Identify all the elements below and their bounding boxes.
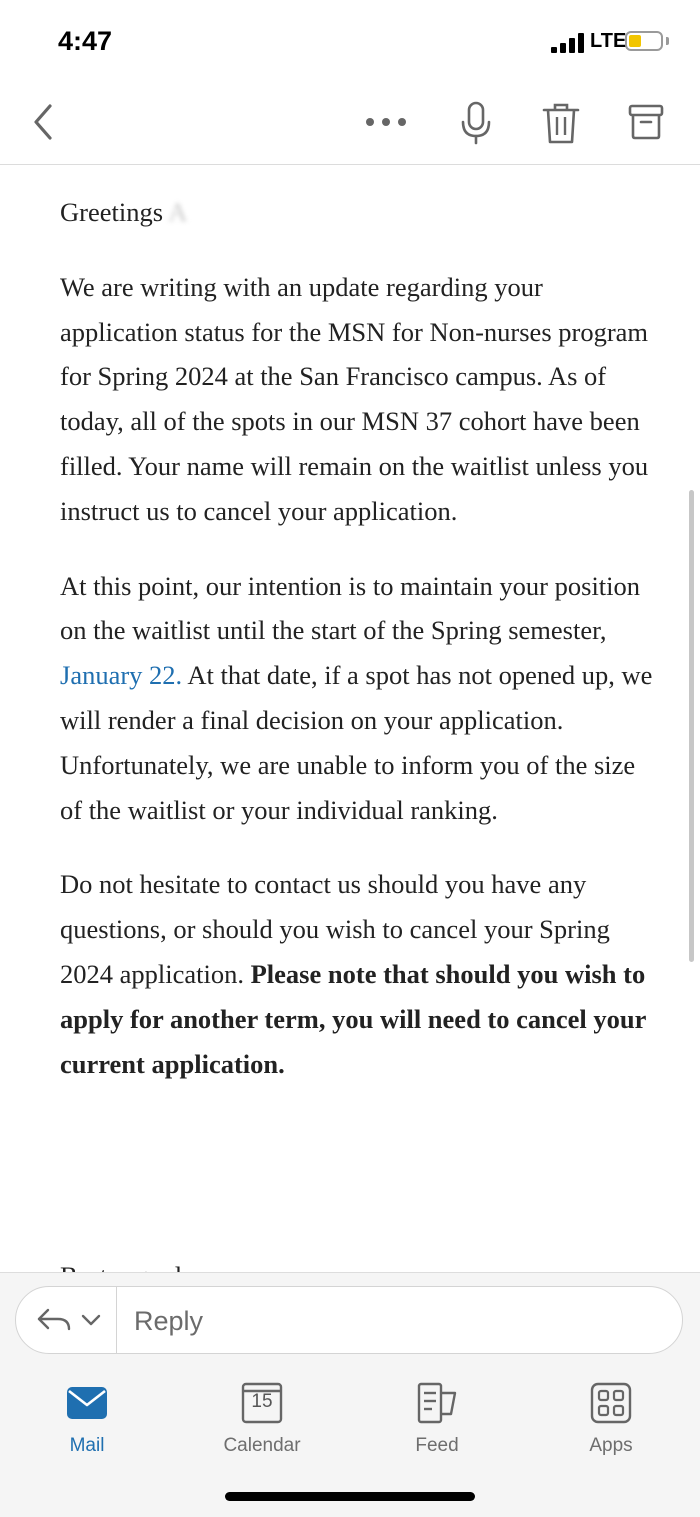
email-toolbar	[0, 80, 700, 165]
paragraph-3-bold: Please note that should you wish to apply for another term, you will need to cancel your current application.	[60, 958, 646, 1079]
tab-label: Apps	[589, 1435, 633, 1456]
tab-apps[interactable]	[541, 1373, 681, 1463]
chevron-down-icon[interactable]	[80, 1311, 102, 1329]
paragraph-2	[60, 564, 660, 833]
paragraph-1: We are writing with an update regarding your application status for the MSN for Non-nurses program for Spring 2024 at the San Francisco campus. As of today, all of the spots in our MSN 37 cohort have been filled. Your name will remain on the waitlist unless you instruct us to cancel your application.	[60, 271, 649, 526]
greeting-name: A	[168, 197, 188, 227]
tab-label: Feed	[415, 1435, 459, 1456]
scrollbar[interactable]	[689, 490, 694, 962]
reply-actions[interactable]	[16, 1287, 117, 1353]
reply-input[interactable]: Reply	[134, 1306, 204, 1336]
battery-tip	[666, 37, 669, 45]
trash-icon[interactable]	[540, 100, 582, 146]
home-indicator[interactable]	[225, 1492, 475, 1501]
battery-icon	[625, 31, 663, 51]
apps-icon	[589, 1381, 633, 1425]
feed-icon	[415, 1381, 459, 1425]
reply-bar[interactable]	[15, 1286, 683, 1354]
tab-calendar[interactable]	[192, 1373, 332, 1463]
microphone-icon[interactable]	[456, 100, 496, 146]
paragraph-2-end: At that date, if a spot has not opened up, we will render a final decision on your application. Unfortunately, we are unable to inform you of the size of the waitlist or your individual ranking.	[60, 660, 653, 825]
calendar-day: 15	[251, 1391, 273, 1412]
more-icon[interactable]	[364, 112, 408, 132]
paragraph-3-start: Do not hesitate to contact us should you have any questions, or should you wish to cancel your Spring 2024 application.	[60, 869, 610, 989]
email-body	[60, 190, 660, 1116]
tab-label: Mail	[69, 1435, 105, 1456]
status-bar	[0, 0, 700, 80]
date-link[interactable]: January 22.	[60, 660, 183, 691]
status-time: 4:47	[58, 26, 113, 56]
signal-icon	[551, 33, 587, 53]
reply-icon[interactable]	[36, 1307, 72, 1333]
archive-icon[interactable]	[626, 102, 666, 142]
paragraph-2-start: At this point, our intention is to maintain your position on the waitlist until the start of the Spring semester,	[60, 570, 641, 646]
tab-feed[interactable]	[367, 1373, 507, 1463]
signoff	[60, 1254, 198, 1274]
back-icon[interactable]	[24, 102, 64, 142]
calendar-icon	[240, 1381, 284, 1425]
network-type: LTE	[590, 30, 627, 52]
greeting	[60, 190, 660, 235]
paragraph-3	[60, 862, 660, 1086]
greeting-text: Greetings	[60, 197, 164, 227]
mail-icon	[65, 1381, 109, 1425]
tab-mail[interactable]	[17, 1373, 157, 1463]
bottom-panel	[0, 1272, 700, 1517]
tab-label: Calendar	[223, 1435, 301, 1456]
